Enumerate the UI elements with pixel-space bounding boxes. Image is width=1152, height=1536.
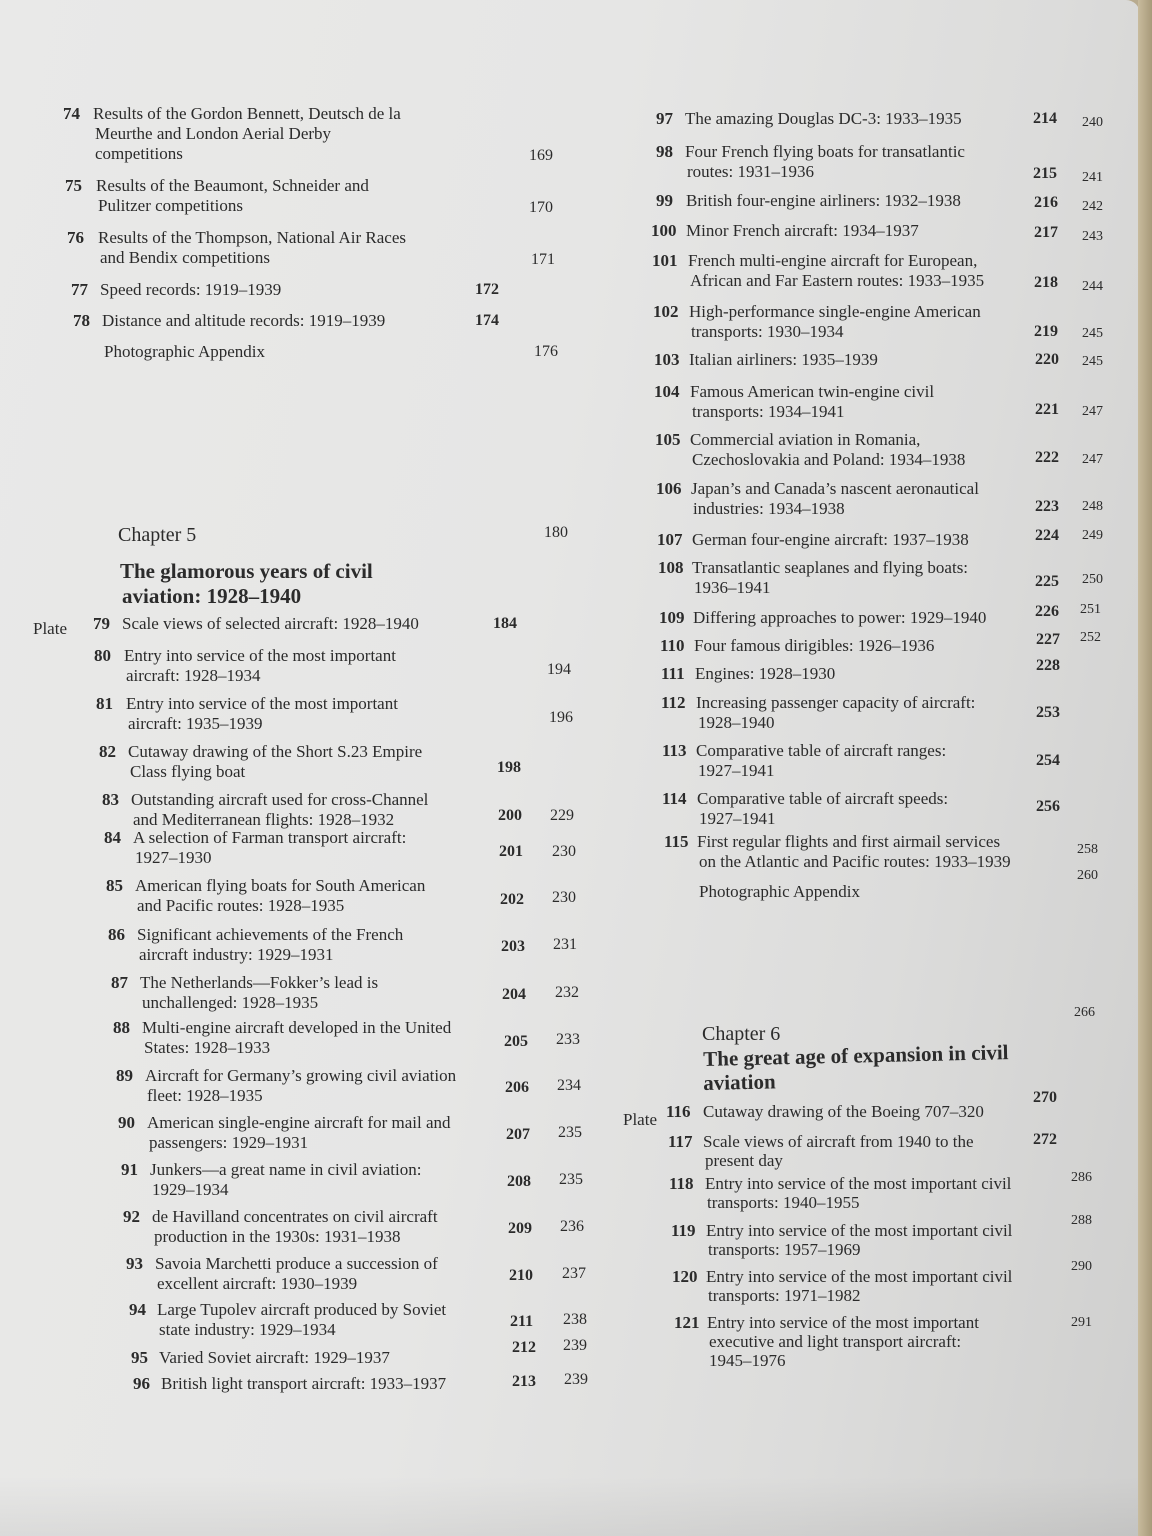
- entry-text-page: 248: [1082, 499, 1103, 514]
- entry-title-line: American flying boats for South American: [135, 876, 426, 895]
- entry-number: 103: [654, 350, 680, 369]
- entry-title-line: Increasing passenger capacity of aircraft:: [696, 693, 976, 712]
- entry-title-line: Junkers—a great name in civil aviation:: [150, 1160, 422, 1179]
- entry-title-line: 1928–1940: [698, 713, 775, 732]
- entry-number: 120: [672, 1267, 698, 1286]
- entry-title-line: de Havilland concentrates on civil aircraft: [152, 1207, 438, 1226]
- entry-title-line: First regular flights and first airmail services: [697, 832, 1001, 851]
- entry-text-page: 169: [529, 147, 553, 164]
- entry-title-line: French multi-engine aircraft for European,: [688, 251, 978, 270]
- entry-number: 85: [106, 876, 123, 895]
- entry-plate-page: 218: [1034, 274, 1058, 291]
- chapter-title: The great age of expansion in civil: [703, 1040, 1009, 1071]
- entry-title-line: Scale views of selected aircraft: 1928–1940: [122, 614, 419, 633]
- entry-title-line: executive and light transport aircraft:: [709, 1332, 962, 1351]
- entry-title-line: 1936–1941: [694, 578, 771, 597]
- entry-text-page: 231: [553, 936, 577, 953]
- entry-title-line: American single-engine aircraft for mail and: [147, 1113, 451, 1132]
- entry-title-line: industries: 1934–1938: [693, 499, 845, 518]
- entry-title-line: Minor French aircraft: 1934–1937: [686, 221, 919, 240]
- entry-plate-page: 228: [1036, 657, 1060, 674]
- page-shadow: [0, 1476, 1140, 1536]
- entry-title-line: present day: [705, 1151, 783, 1170]
- entry-title-line: Meurthe and London Aerial Derby: [95, 124, 332, 143]
- entry-text-page: 250: [1082, 572, 1103, 587]
- entry-text-page: 171: [531, 251, 555, 268]
- entry-number: 77: [71, 280, 88, 299]
- entry-number: 118: [669, 1174, 694, 1193]
- entry-number: 108: [658, 558, 684, 577]
- entry-text-page: 236: [560, 1218, 584, 1235]
- entry-title-line: Outstanding aircraft used for cross-Channel: [131, 790, 429, 809]
- entry-title-line: production in the 1930s: 1931–1938: [154, 1227, 401, 1246]
- appendix-page: 260: [1077, 868, 1098, 883]
- entry-plate-page: 212: [512, 1339, 536, 1356]
- entry-title-line: routes: 1931–1936: [687, 162, 815, 181]
- entry-text-page: 238: [563, 1311, 587, 1328]
- entry-plate-page: 206: [505, 1079, 529, 1096]
- entry-number: 86: [108, 925, 125, 944]
- entry-title-line: Large Tupolev aircraft produced by Soviet: [157, 1300, 447, 1319]
- entry-number: 109: [659, 608, 685, 627]
- entry-plate-page: 174: [475, 312, 499, 329]
- entry-title-line: Entry into service of the most important: [707, 1313, 979, 1332]
- entry-plate-page: 203: [501, 938, 525, 955]
- entry-text-page: 247: [1082, 404, 1103, 419]
- entry-plate-page: 211: [510, 1313, 534, 1330]
- entry-title-line: Pulitzer competitions: [98, 196, 243, 215]
- entry-number: 78: [73, 311, 90, 330]
- entry-plate-page: 217: [1034, 224, 1058, 241]
- entry-title-line: 1927–1941: [699, 809, 776, 828]
- entry-plate-page: 225: [1035, 573, 1059, 590]
- entry-number: 116: [666, 1102, 691, 1121]
- entry-title-line: aircraft industry: 1929–1931: [139, 945, 334, 964]
- entry-text-page: 230: [552, 889, 576, 906]
- entry-text-page: 290: [1071, 1259, 1092, 1274]
- entry-text-page: 196: [549, 709, 573, 726]
- chapter-page: 180: [544, 524, 568, 541]
- entry-title-line: Four famous dirigibles: 1926–1936: [694, 636, 935, 655]
- entry-title-line: Differing approaches to power: 1929–1940: [693, 608, 987, 627]
- entry-text-page: 170: [529, 199, 553, 216]
- entry-text-page: 258: [1077, 842, 1098, 857]
- entry-text-page: 239: [563, 1337, 587, 1354]
- entry-title-line: Japan’s and Canada’s nascent aeronautical: [691, 479, 979, 498]
- entry-title-line: Class flying boat: [130, 762, 246, 781]
- entry-text-page: 235: [558, 1124, 582, 1141]
- book-spine: [1138, 0, 1152, 1536]
- entry-number: 110: [660, 636, 685, 655]
- entry-title-line: Cutaway drawing of the Boeing 707–320: [703, 1102, 984, 1121]
- entry-title-line: on the Atlantic and Pacific routes: 1933–1939: [699, 852, 1011, 871]
- entry-text-page: 249: [1082, 528, 1103, 543]
- entry-title-line: Cutaway drawing of the Short S.23 Empire: [128, 742, 423, 761]
- entry-number: 91: [121, 1160, 138, 1179]
- appendix-label: Photographic Appendix: [699, 882, 861, 901]
- entry-plate-page: 200: [498, 807, 522, 824]
- entry-number: 121: [674, 1313, 700, 1332]
- entry-title-line: Entry into service of the most important civil: [705, 1174, 1012, 1193]
- entry-title-line: Multi-engine aircraft developed in the United: [142, 1018, 452, 1037]
- entry-title-line: Engines: 1928–1930: [695, 664, 836, 683]
- entry-title-line: Scale views of aircraft from 1940 to the: [703, 1132, 974, 1151]
- entry-title-line: transports: 1957–1969: [708, 1240, 861, 1259]
- entry-text-page: 194: [547, 661, 571, 678]
- entry-text-page: 245: [1082, 354, 1103, 369]
- entry-number: 92: [123, 1207, 140, 1226]
- entry-text-page: 288: [1071, 1213, 1092, 1228]
- entry-title-line: Transatlantic seaplanes and flying boats:: [692, 558, 969, 577]
- entry-title-line: Entry into service of the most important civil: [706, 1221, 1013, 1240]
- entry-number: 104: [654, 382, 680, 401]
- entry-title-line: competitions: [95, 144, 183, 163]
- entry-title-line: aircraft: 1935–1939: [128, 714, 263, 733]
- entry-number: 115: [664, 832, 689, 851]
- entry-title-line: High-performance single-engine American: [689, 302, 981, 321]
- entry-number: 105: [655, 430, 681, 449]
- entry-title-line: transports: 1940–1955: [707, 1193, 860, 1212]
- entry-text-page: 245: [1082, 326, 1103, 341]
- entry-title-line: excellent aircraft: 1930–1939: [157, 1274, 358, 1293]
- entry-title-line: A selection of Farman transport aircraft:: [133, 828, 407, 847]
- chapter-title: aviation: 1928–1940: [122, 584, 302, 608]
- entry-text-page: 247: [1082, 452, 1103, 467]
- entry-number: 81: [96, 694, 113, 713]
- entry-plate-page: 215: [1033, 165, 1057, 182]
- entry-title-line: British light transport aircraft: 1933–1937: [161, 1374, 447, 1393]
- entry-title-line: States: 1928–1933: [144, 1038, 271, 1057]
- entry-title-line: Speed records: 1919–1939: [100, 280, 282, 299]
- entry-title-line: 1927–1930: [135, 848, 212, 867]
- entry-plate-page: 270: [1033, 1089, 1057, 1106]
- entry-number: 97: [656, 109, 673, 128]
- entry-plate-page: 209: [508, 1220, 532, 1237]
- entry-title-line: fleet: 1928–1935: [147, 1086, 263, 1105]
- entry-title-line: Four French flying boats for transatlantic: [685, 142, 965, 161]
- entry-number: 90: [118, 1113, 135, 1132]
- entry-plate-page: 214: [1033, 110, 1057, 127]
- plate-label: Plate: [623, 1110, 657, 1129]
- entry-title-line: Commercial aviation in Romania,: [690, 430, 921, 449]
- chapter-title: The glamorous years of civil: [120, 559, 373, 583]
- entry-number: 119: [671, 1221, 696, 1240]
- entry-title-line: Entry into service of the most important: [126, 694, 398, 713]
- entry-title-line: Results of the Beaumont, Schneider and: [96, 176, 369, 195]
- entry-number: 96: [133, 1374, 150, 1393]
- plate-label: Plate: [33, 619, 67, 638]
- entry-title-line: Varied Soviet aircraft: 1929–1937: [159, 1348, 390, 1367]
- entry-plate-page: 254: [1036, 752, 1060, 769]
- entry-text-page: 233: [556, 1031, 580, 1048]
- entry-text-page: 251: [1080, 602, 1101, 617]
- entry-plate-page: 198: [497, 759, 521, 776]
- entry-title-line: passengers: 1929–1931: [149, 1133, 309, 1152]
- entry-title-line: state industry: 1929–1934: [159, 1320, 336, 1339]
- entry-title-line: Results of the Thompson, National Air Races: [98, 228, 407, 247]
- entry-text-page: 229: [550, 807, 574, 824]
- entry-title-line: Significant achievements of the French: [137, 925, 404, 944]
- entry-number: 95: [131, 1348, 148, 1367]
- entry-title-line: transports: 1934–1941: [692, 402, 845, 421]
- entry-text-page: 237: [562, 1265, 586, 1282]
- entry-title-line: 1927–1941: [698, 761, 775, 780]
- entry-text-page: 286: [1071, 1170, 1092, 1185]
- entry-number: 75: [65, 176, 82, 195]
- entry-plate-page: 201: [499, 843, 523, 860]
- entry-number: 107: [657, 530, 683, 549]
- entry-plate-page: 224: [1035, 527, 1059, 544]
- entry-plate-page: 223: [1035, 498, 1059, 515]
- entry-number: 84: [104, 828, 121, 847]
- entry-title-line: and Pacific routes: 1928–1935: [137, 896, 345, 915]
- entry-title-line: aircraft: 1928–1934: [126, 666, 261, 685]
- entry-title-line: Results of the Gordon Bennett, Deutsch de la: [93, 104, 401, 123]
- entry-number: 111: [661, 664, 685, 683]
- entry-number: 102: [653, 302, 679, 321]
- entry-text-page: 235: [559, 1171, 583, 1188]
- entry-title-line: The Netherlands—Fokker’s lead is: [140, 973, 379, 992]
- entry-text-page: 243: [1082, 229, 1103, 244]
- entry-plate-page: 210: [509, 1267, 533, 1284]
- entry-title-line: Entry into service of the most important: [124, 646, 396, 665]
- entry-number: 113: [662, 741, 687, 760]
- entry-title-line: Comparative table of aircraft speeds:: [697, 789, 949, 808]
- appendix-page: 176: [534, 343, 558, 360]
- entry-title-line: Distance and altitude records: 1919–1939: [102, 311, 386, 330]
- entry-title-line: German four-engine aircraft: 1937–1938: [692, 530, 969, 549]
- entry-plate-page: 219: [1034, 323, 1058, 340]
- entry-number: 79: [93, 614, 110, 633]
- entry-title-line: transports: 1930–1934: [691, 322, 844, 341]
- entry-title-line: Italian airliners: 1935–1939: [689, 350, 878, 369]
- entry-number: 88: [113, 1018, 130, 1037]
- entry-number: 82: [99, 742, 116, 761]
- entry-number: 99: [656, 191, 673, 210]
- entry-title-line: unchallenged: 1928–1935: [142, 993, 319, 1012]
- entry-title-line: British four-engine airliners: 1932–1938: [686, 191, 961, 210]
- entry-number: 89: [116, 1066, 133, 1085]
- chapter-label: Chapter 5: [118, 524, 197, 546]
- entry-plate-page: 172: [475, 281, 499, 298]
- entry-number: 83: [102, 790, 119, 809]
- entry-title-line: Czechoslovakia and Poland: 1934–1938: [692, 450, 966, 469]
- entry-text-page: 291: [1071, 1315, 1092, 1330]
- entry-title-line: Entry into service of the most important civil: [706, 1267, 1013, 1286]
- entry-number: 76: [67, 228, 84, 247]
- entry-plate-page: 207: [506, 1126, 530, 1143]
- entry-number: 87: [111, 973, 128, 992]
- entry-text-page: 252: [1080, 630, 1101, 645]
- entry-title-line: 1929–1934: [152, 1180, 229, 1199]
- entry-text-page: 242: [1082, 199, 1103, 214]
- entry-plate-page: 226: [1035, 603, 1059, 620]
- appendix-label: Photographic Appendix: [104, 342, 266, 361]
- entry-title-line: Savoia Marchetti produce a succession of: [155, 1254, 438, 1273]
- entry-number: 74: [63, 104, 80, 123]
- entry-plate-page: 213: [512, 1373, 536, 1390]
- entry-plate-page: 216: [1034, 194, 1058, 211]
- entry-plate-page: 222: [1035, 449, 1059, 466]
- entry-number: 106: [656, 479, 682, 498]
- entry-number: 93: [126, 1254, 143, 1273]
- entry-title-line: and Bendix competitions: [100, 248, 270, 267]
- entry-plate-page: 208: [507, 1173, 531, 1190]
- entry-plate-page: 253: [1036, 704, 1060, 721]
- entry-plate-page: 205: [504, 1033, 528, 1050]
- entry-title-line: The amazing Douglas DC-3: 1933–1935: [685, 109, 962, 128]
- entry-plate-page: 227: [1036, 631, 1060, 648]
- entry-text-page: 239: [564, 1371, 588, 1388]
- entry-title-line: African and Far Eastern routes: 1933–1935: [690, 271, 985, 290]
- entry-text-page: 240: [1082, 115, 1103, 130]
- entry-number: 114: [662, 789, 687, 808]
- entry-plate-page: 272: [1033, 1131, 1057, 1148]
- entry-title-line: 1945–1976: [709, 1351, 786, 1370]
- entry-number: 80: [94, 646, 111, 665]
- entry-plate-page: 221: [1035, 401, 1059, 418]
- entry-title-line: transports: 1971–1982: [708, 1286, 861, 1305]
- entry-number: 101: [652, 251, 678, 270]
- entry-title-line: Famous American twin-engine civil: [690, 382, 935, 401]
- entry-plate-page: 202: [500, 891, 524, 908]
- entry-number: 112: [661, 693, 686, 712]
- entry-number: 94: [129, 1300, 146, 1319]
- chapter-page: 266: [1074, 1005, 1095, 1020]
- entry-number: 100: [651, 221, 677, 240]
- entry-text-page: 234: [557, 1077, 581, 1094]
- chapter-label: Chapter 6: [702, 1023, 781, 1045]
- chapter-title: aviation: [703, 1069, 776, 1095]
- entry-text-page: 230: [552, 843, 576, 860]
- entry-title-line: Aircraft for Germany’s growing civil aviation: [145, 1066, 457, 1085]
- entry-title-line: Comparative table of aircraft ranges:: [696, 741, 947, 760]
- entry-plate-page: 204: [502, 986, 526, 1003]
- entry-text-page: 232: [555, 984, 579, 1001]
- entry-text-page: 244: [1082, 279, 1103, 294]
- entry-title-line: and Mediterranean flights: 1928–1932: [133, 810, 395, 829]
- entry-plate-page: 220: [1035, 351, 1059, 368]
- entry-text-page: 241: [1082, 170, 1103, 185]
- entry-plate-page: 184: [493, 615, 517, 632]
- entry-plate-page: 256: [1036, 798, 1060, 815]
- entry-number: 117: [668, 1132, 693, 1151]
- entry-number: 98: [656, 142, 673, 161]
